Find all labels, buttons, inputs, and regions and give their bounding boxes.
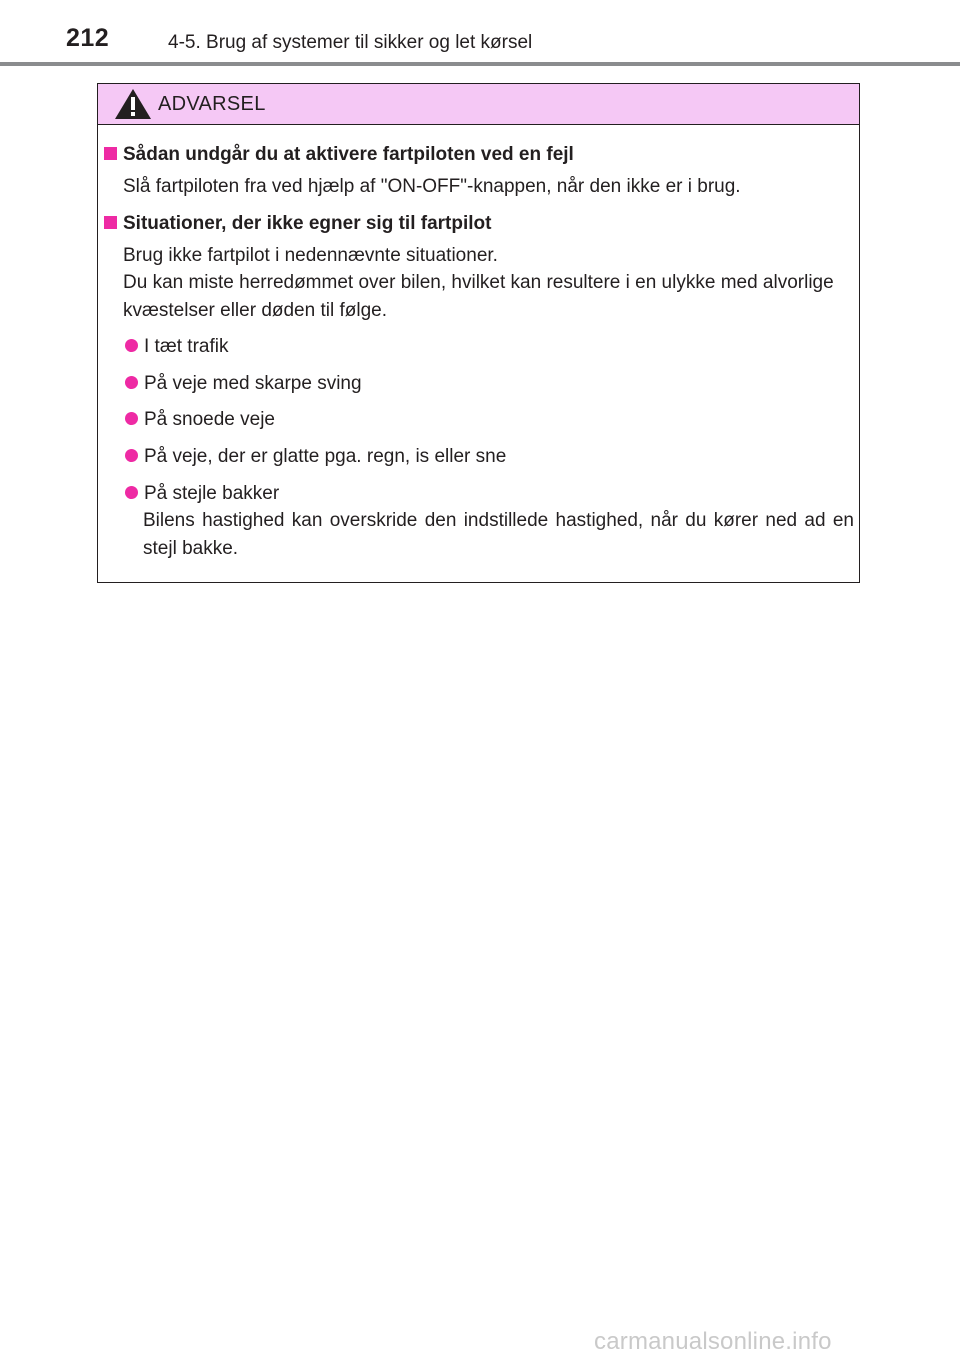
warning-header [98,84,859,125]
section-title: 4-5. Brug af systemer til sikker og let kørsel [168,32,533,53]
section-body-line: Brug ikke fartpilot i nedennævnte situationer. [123,245,498,266]
round-bullet-icon [125,486,138,499]
square-bullet-icon [104,216,117,229]
warning-triangle-icon [114,88,152,120]
square-bullet-icon [104,147,117,160]
list-item [125,406,275,434]
round-bullet-icon [125,449,138,462]
list-item-text: På stejle bakker [144,483,280,504]
section-body: Slå fartpiloten fra ved hjælp af "ON-OFF"-knappen, når den ikke er i brug. [123,176,741,197]
watermark: carmanualsonline.info [594,1328,832,1355]
list-item [125,370,362,398]
round-bullet-icon [125,339,138,352]
section-heading [104,213,491,235]
warning-box [97,83,860,583]
list-item [125,480,279,508]
list-item [125,443,506,471]
round-bullet-icon [125,412,138,425]
section-body-line: Du kan miste herredømmet over bilen, hvilket kan resultere i en ulykke med alvorlige kvæstelser eller døden til følge. [123,272,834,321]
round-bullet-icon [125,376,138,389]
header-divider [0,62,960,66]
page-header [0,0,960,68]
list-item [125,333,228,361]
list-item-text: På snoede veje [144,409,275,430]
section-heading-text: Situationer, der ikke egner sig til fartpilot [123,213,492,234]
list-item-body: Bilens hastighed kan overskride den indstillede hastighed, når du kører ned ad en stejl bakke. [143,510,854,559]
list-item-text: I tæt trafik [144,336,229,357]
page-number: 212 [66,24,110,52]
list-item-text: På veje med skarpe sving [144,373,362,394]
warning-title: ADVARSEL [158,93,266,115]
section-heading [104,144,574,166]
list-item-text: På veje, der er glatte pga. regn, is eller sne [144,446,507,467]
section-heading-text: Sådan undgår du at aktivere fartpiloten ved en fejl [123,144,574,165]
